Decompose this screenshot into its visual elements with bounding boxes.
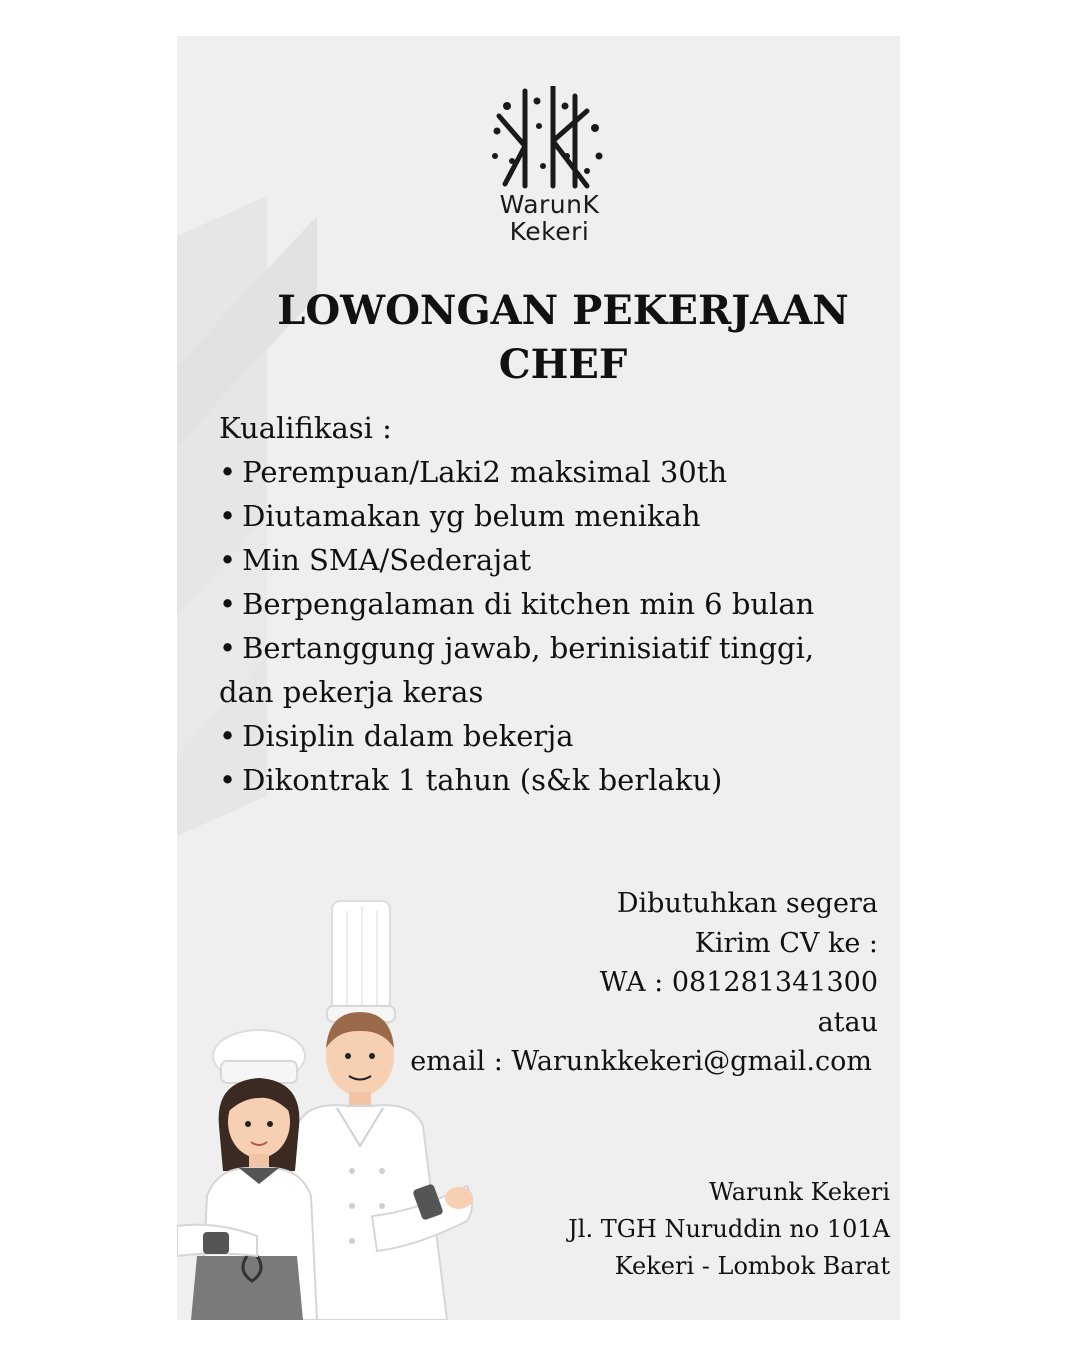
list-item <box>219 758 889 802</box>
list-item-text: Dikontrak 1 tahun (s&k berlaku) <box>242 763 723 797</box>
page-title <box>177 284 900 392</box>
business-name: Warunk Kekeri <box>709 1178 890 1206</box>
qualifications-list <box>219 450 889 802</box>
female-chef-figure <box>177 1030 317 1320</box>
city-address: Kekeri - Lombok Barat <box>614 1252 890 1280</box>
list-item-continuation <box>219 670 889 714</box>
list-item-text: dan pekerja keras <box>219 675 484 709</box>
bullet-icon: • <box>219 763 237 797</box>
list-item-text: Disiplin dalam bekerja <box>242 719 574 753</box>
bullet-icon: • <box>219 543 237 577</box>
send-cv-label: Kirim CV ke : <box>694 927 878 959</box>
or-label: atau <box>817 1006 878 1038</box>
bullet-icon: • <box>219 631 237 665</box>
bullet-icon: • <box>219 587 237 621</box>
address-section <box>490 1174 890 1285</box>
urgent-notice: Dibutuhkan segera <box>616 888 878 919</box>
bullet-icon: • <box>219 499 237 533</box>
list-item-text: Bertanggung jawab, berinisiatif tinggi, <box>242 631 815 665</box>
list-item-text: Berpengalaman di kitchen min 6 bulan <box>242 587 815 621</box>
list-item <box>219 538 889 582</box>
qualifications-label: Kualifikasi : <box>219 411 392 445</box>
bullet-icon: • <box>219 455 237 489</box>
list-item-text: Diutamakan yg belum menikah <box>242 499 701 533</box>
list-item <box>219 626 889 670</box>
title-line-1: LOWONGAN PEKERJAAN <box>277 287 849 334</box>
bullet-icon: • <box>219 719 237 753</box>
list-item <box>219 494 889 538</box>
title-line-2: CHEF <box>498 341 628 388</box>
list-item <box>219 714 889 758</box>
list-item-text: Perempuan/Laki2 maksimal 30th <box>242 455 728 489</box>
contact-section <box>358 884 878 1082</box>
list-item <box>219 582 889 626</box>
street-address: Jl. TGH Nuruddin no 101A <box>568 1215 890 1243</box>
logo-line-1: WarunK <box>499 190 600 219</box>
job-poster <box>177 36 900 1320</box>
list-item <box>219 450 889 494</box>
logo-line-2: Kekeri <box>509 217 590 246</box>
qualifications-section <box>219 406 889 802</box>
logo-wordmark <box>467 191 632 245</box>
email-address[interactable]: email : Warunkkekeri@gmail.com <box>410 1046 872 1077</box>
whatsapp-number[interactable]: WA : 081281341300 <box>599 967 878 998</box>
list-item-text: Min SMA/Sederajat <box>242 543 532 577</box>
